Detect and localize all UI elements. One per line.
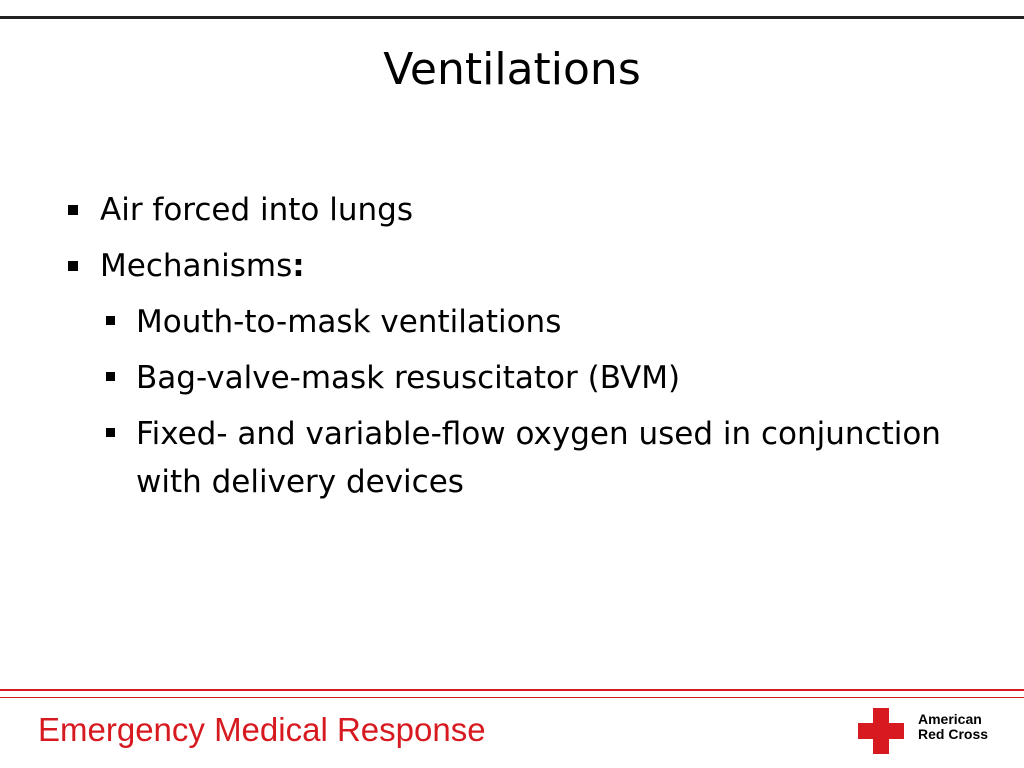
bullet-item <box>64 186 944 234</box>
footer-title: Emergency Medical Response <box>38 711 486 748</box>
american-red-cross-logo <box>858 708 1008 754</box>
bullet-suffix: : <box>292 248 305 284</box>
sub-bullet-text: Fixed- and variable-flow oxygen used in conjunction with delivery devices <box>136 416 941 500</box>
bullet-text: Mechanisms <box>100 248 293 284</box>
sub-bullet-item <box>90 410 944 506</box>
footer-divider-thin <box>0 697 1024 698</box>
sub-bullet-item <box>90 298 944 346</box>
square-bullet-icon <box>106 372 115 381</box>
square-bullet-icon <box>68 261 78 271</box>
slide-body <box>64 186 944 514</box>
square-bullet-icon <box>106 428 115 437</box>
bullet-item <box>64 242 944 506</box>
sub-bullet-list <box>100 298 944 506</box>
bullet-text: Air forced into lungs <box>100 192 413 228</box>
red-cross-icon <box>858 708 904 754</box>
sub-bullet-text: Bag-valve-mask resuscitator (BVM) <box>136 360 681 396</box>
footer-divider-thick <box>0 689 1024 691</box>
bullet-list <box>64 186 944 506</box>
square-bullet-icon <box>106 316 115 325</box>
logo-line-1: American <box>918 711 982 727</box>
sub-bullet-item <box>90 354 944 402</box>
square-bullet-icon <box>68 205 78 215</box>
slide-title: Ventilations <box>383 44 641 95</box>
logo-wordmark <box>918 712 988 742</box>
sub-bullet-text: Mouth-to-mask ventilations <box>136 304 562 340</box>
logo-line-2: Red Cross <box>918 726 989 742</box>
top-divider <box>0 16 1024 19</box>
